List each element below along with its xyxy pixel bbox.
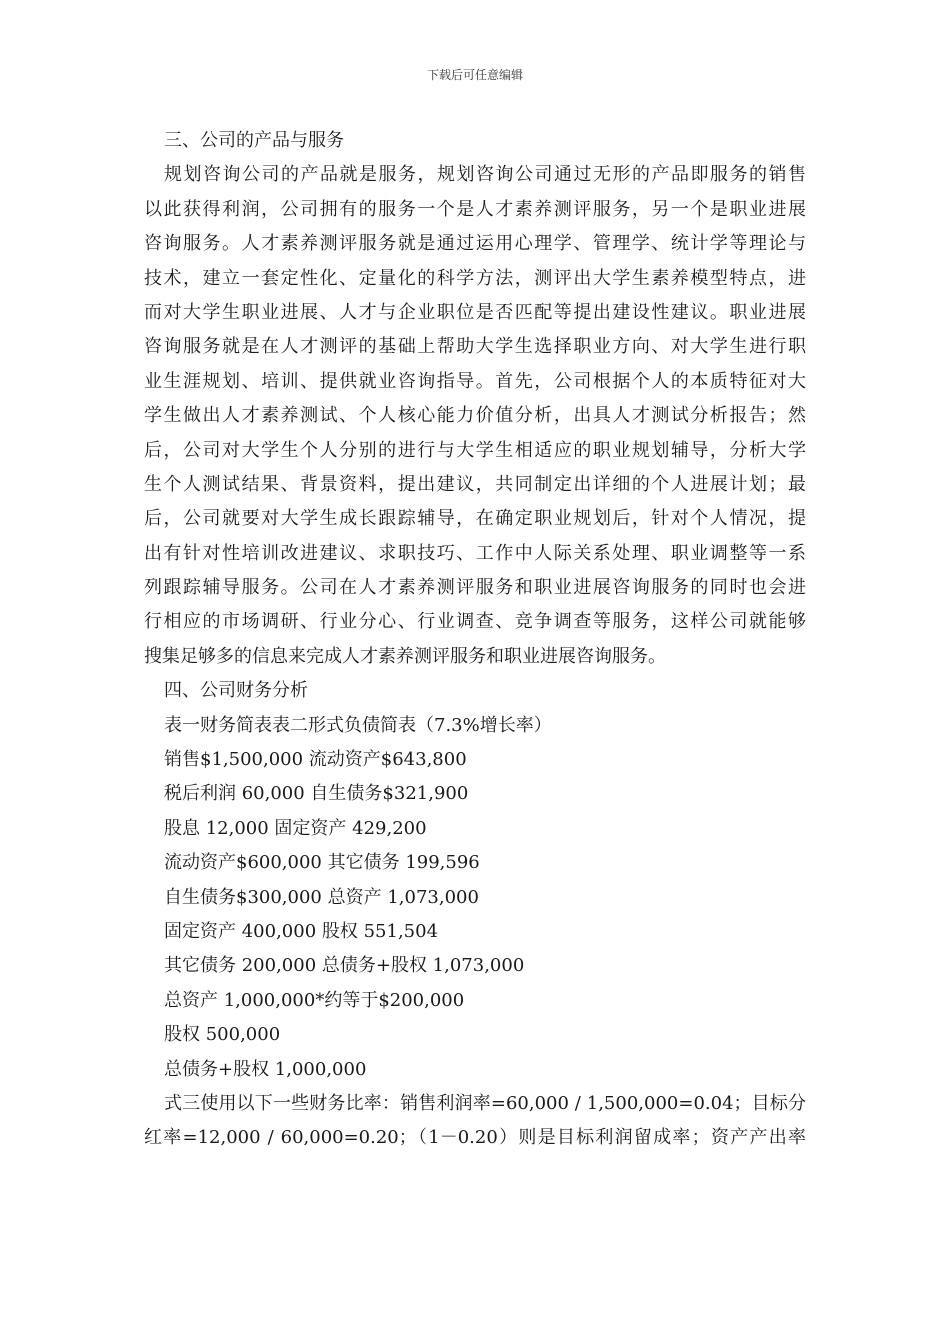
formula-paragraph (144, 1087, 806, 1156)
paragraph-line: 出有针对性培训改进建议、求职技巧、工作中人际关系处理、职业调整等一系 (144, 542, 806, 564)
table-line: 总资产 1,000,000*约等于$200,000 (164, 989, 465, 1011)
formula-line: 式三使用以下一些财务比率：销售利润率=60,000 / 1,500,000=0.04；目标分 (164, 1092, 806, 1114)
paragraph-line: 列跟踪辅导服务。公司在人才素养测评服务和职业进展咨询服务的同时也会进 (144, 577, 806, 599)
table-line: 销售$1,500,000 流动资产$643,800 (164, 749, 467, 771)
paragraph-line: 而对大学生职业进展、人才与企业职位是否匹配等提出建设性建议。职业进展 (144, 301, 806, 323)
paragraph-line: 规划咨询公司的产品就是服务，规划咨询公司通过无形的产品即服务的销售 (164, 164, 806, 186)
paragraph-line: 后，公司对大学生个人分别的进行与大学生相适应的职业规划辅导，分析大学 (144, 439, 806, 461)
table-line: 其它债务 200,000 总债务+股权 1,073,000 (164, 955, 525, 977)
paragraph-line: 学生做出人才素养测试、个人核心能力价值分析，出具人才测试分析报告；然 (144, 405, 806, 427)
table-line: 固定资产 400,000 股权 551,504 (164, 920, 439, 942)
table-line: 自生债务$300,000 总资产 1,073,000 (164, 886, 479, 908)
table-line: 股权 500,000 (164, 1024, 281, 1046)
page-header-note: 下载后可任意编辑 (426, 68, 523, 82)
paragraph-line: 咨询服务就是在人才测评的基础上帮助大学生选择职业方向、对大学生进行职 (144, 336, 806, 358)
paragraph-line: 搜集足够多的信息来完成人才素养测评服务和职业进展咨询服务。 (144, 645, 666, 667)
paragraph-line: 咨询服务。人才素养测评服务就是通过运用心理学、管理学、统计学等理论与 (144, 233, 806, 255)
table-line: 流动资产$600,000 其它债务 199,596 (164, 852, 480, 874)
financial-table-lines (144, 709, 806, 1087)
paragraph-line: 后，公司就要对大学生成长跟踪辅导，在确定职业规划后，针对个人情况，提 (144, 508, 806, 530)
paragraph-line: 以此获得利润，公司拥有的服务一个是人才素养测评服务，另一个是职业进展 (144, 198, 806, 220)
paragraph (144, 158, 806, 674)
table-line: 表一财务简表表二形式负债简表（7.3%增长率） (164, 714, 552, 736)
section-heading: 四、公司财务分析 (164, 680, 308, 702)
table-line: 总债务+股权 1,000,000 (164, 1058, 367, 1080)
paragraph-line: 业生涯规划、培训、提供就业咨询指导。首先，公司根据个人的本质特征对大 (144, 370, 806, 392)
table-line: 税后利润 60,000 自生债务$321,900 (164, 783, 469, 805)
table-line: 股息 12,000 固定资产 429,200 (164, 817, 427, 839)
formula-line: 红率=12,000 / 60,000=0.20；（1－0.20）则是目标利润留成率；资产产出率 (144, 1127, 806, 1149)
paragraph-line: 行相应的市场调研、行业分心、行业调查、竞争调查等服务，这样公司就能够 (144, 611, 806, 633)
paragraph-line: 技术，建立一套定性化、定量化的科学方法，测评出大学生素养模型特点，进 (144, 267, 806, 289)
section-heading: 三、公司的产品与服务 (164, 130, 344, 151)
paragraph-line: 生个人测试结果、背景资料，提出建议，共同制定出详细的个人进展计划；最 (144, 473, 806, 495)
document-body (144, 124, 806, 1156)
